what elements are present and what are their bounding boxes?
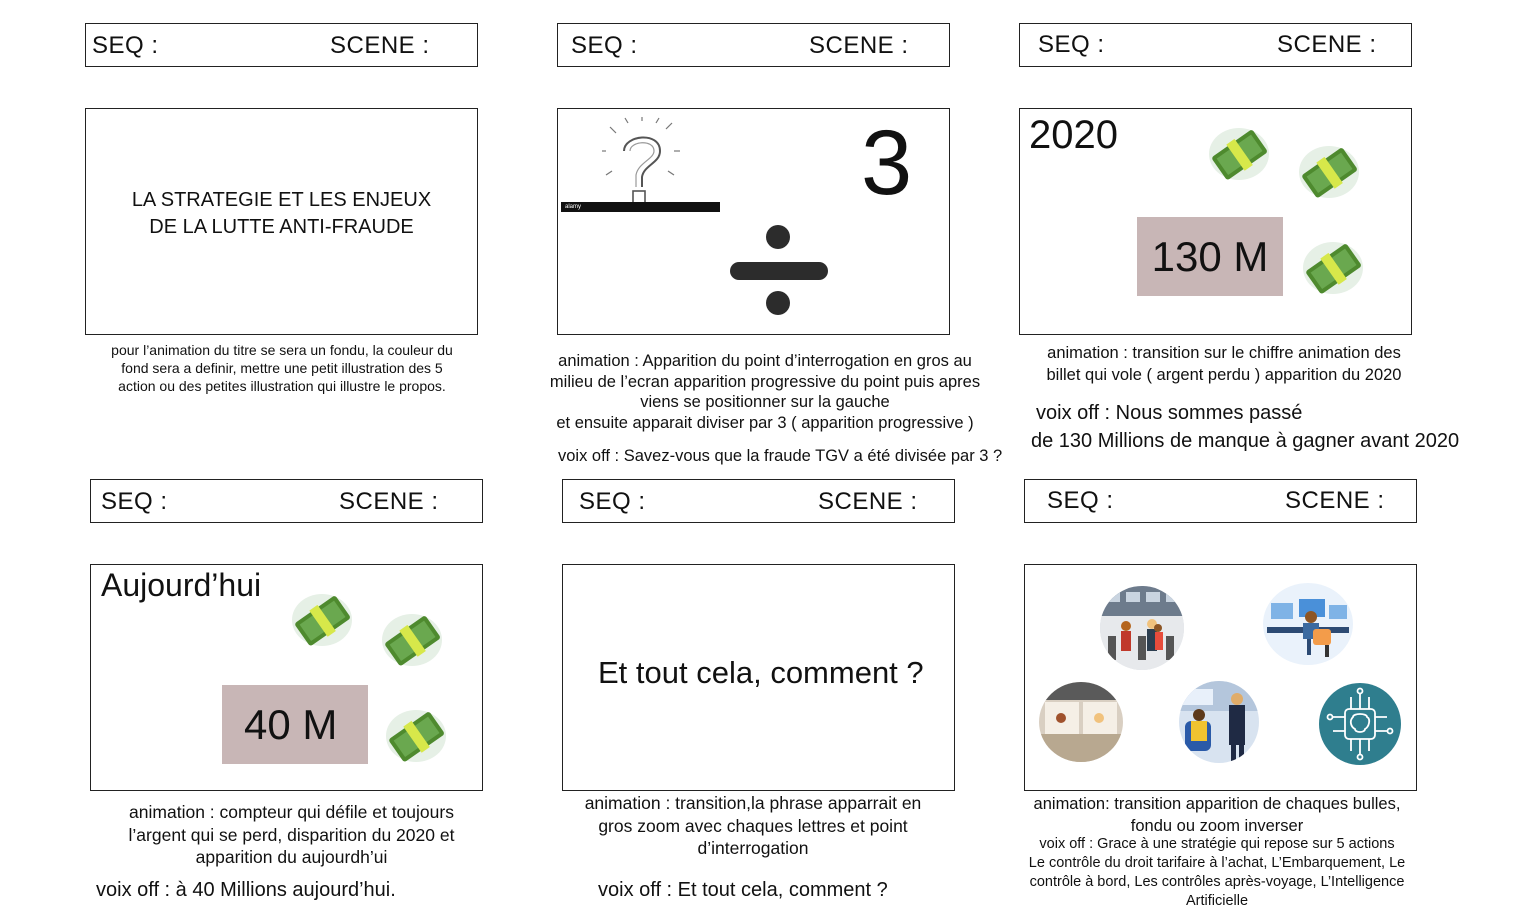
animation-note-4 [90,801,493,869]
voice-line: voix off : Grace à une stratégie qui repose sur 5 actions [1039,836,1395,852]
animation-note-3 [1019,342,1429,386]
voice-over-5: voix off : Et tout cela, comment ? [598,879,888,901]
question-phrase: Et tout cela, comment ? [598,655,924,690]
seq-label: SEQ : [92,32,159,59]
money-bundle-icon [383,703,449,769]
animation-note-1 [92,341,472,395]
year-text: 2020 [1029,113,1118,157]
note-line: fondu ou zoom inverser [1130,817,1304,835]
seq-scene-bar-3 [1019,23,1412,67]
voice-over-4: voix off : à 40 Millions aujourd’hui. [96,879,396,901]
note-line: animation : compteur qui défile et toujours [129,802,454,822]
note-line: animation : transition sur le chiffre animation des [1047,344,1401,362]
voice-over-2: voix off : Savez-vous que la fraude TGV a été divisée par 3 ? [558,447,1003,465]
scene-label: SCENE : [809,32,909,59]
seq-scene-bar-4 [90,479,483,523]
money-bundle-icon [1206,121,1272,187]
note-line: pour l’animation du titre se sera un fondu, la couleur du [111,342,453,358]
note-line: viens se positionner sur la gauche [640,393,890,411]
seq-label: SEQ : [1038,31,1105,58]
voice-over-3b: de 130 Millions de manque à gagner avant 2020 [1031,430,1460,452]
seq-scene-bar-2 [557,23,950,67]
note-line: gros zoom avec chaques lettres et point [598,815,908,836]
seq-scene-bar-6 [1024,479,1417,523]
note-line: et ensuite apparait diviser par 3 ( apparition progressive ) [556,413,974,432]
storyboard-frame-3 [1019,108,1412,335]
stock-tag: alamy [565,204,582,210]
money-bundle-icon [1296,139,1362,205]
stock-watermark-bar [561,202,720,212]
note-line: animation : Apparition du point d’interrogation en gros au [558,352,972,370]
artificial-intelligence-icon [1319,683,1401,765]
animation-note-2 [540,351,990,433]
storyboard-frame-4 [90,564,483,791]
voice-over-3a: voix off : Nous sommes passé [1036,402,1303,424]
after-travel-office-illustration [1263,583,1353,665]
note-line: animation : transition,la phrase apparrait en [584,793,922,813]
seq-scene-bar-1 [85,23,478,67]
animation-note-6 [1012,793,1422,837]
note-line: billet qui vole ( argent perdu ) apparition du 2020 [1046,366,1402,384]
note-line: action ou des petites illustration qui illustre le propos. [118,378,446,394]
note-line: apparition du aujourdh’ui [195,847,388,867]
note-line: l’argent qui se perd, disparition du 2020 et [128,824,455,845]
seq-label: SEQ : [579,488,646,515]
voice-line: Artificielle [1185,893,1249,909]
divide-icon [730,224,830,316]
title-text [86,187,477,241]
amount-box: 40 M [222,685,368,764]
title-line-1: LA STRATEGIE ET LES ENJEUX [131,189,432,211]
seq-label: SEQ : [101,488,168,515]
voice-line: contrôle à bord, Les contrôles après-voyage, L’Intelligence [1029,874,1405,890]
voice-line: Le contrôle du droit tarifaire à l’achat, L’Embarquement, Le [1028,855,1406,871]
title-line-2: DE LA LUTTE ANTI-FRAUDE [149,216,414,238]
storyboard-frame-6 [1024,564,1417,791]
question-mark-sketch-icon [602,117,682,211]
storyboard-frame-2 [557,108,950,335]
scene-label: SCENE : [818,488,918,515]
note-line: milieu de l’ecran apparition progressive du point puis apres [549,372,981,391]
scene-label: SCENE : [339,488,439,515]
money-bundle-icon [1300,235,1366,301]
voice-over-6 [1012,835,1422,911]
scene-label: SCENE : [1285,487,1385,514]
note-line: animation: transition apparition de chaques bulles, [1033,795,1401,813]
scene-label: SCENE : [1277,31,1377,58]
onboard-control-illustration [1179,681,1259,763]
seq-label: SEQ : [1047,487,1114,514]
today-title: Aujourd’hui [101,567,262,603]
seq-scene-bar-5 [562,479,955,523]
animation-note-5 [548,792,958,860]
scene-label: SCENE : [330,32,430,59]
money-bundle-icon [379,607,445,673]
purchase-counter-illustration [1039,682,1123,762]
note-line: d’interrogation [697,838,809,858]
big-number: 3 [861,112,913,214]
note-line: fond sera a definir, mettre une petit illustration des 5 [121,360,443,376]
ticket-gates-illustration [1100,586,1184,670]
seq-label: SEQ : [571,32,638,59]
storyboard-frame-1 [85,108,478,335]
storyboard-frame-5 [562,564,955,791]
amount-box: 130 M [1137,217,1283,296]
money-bundle-icon [289,587,355,653]
